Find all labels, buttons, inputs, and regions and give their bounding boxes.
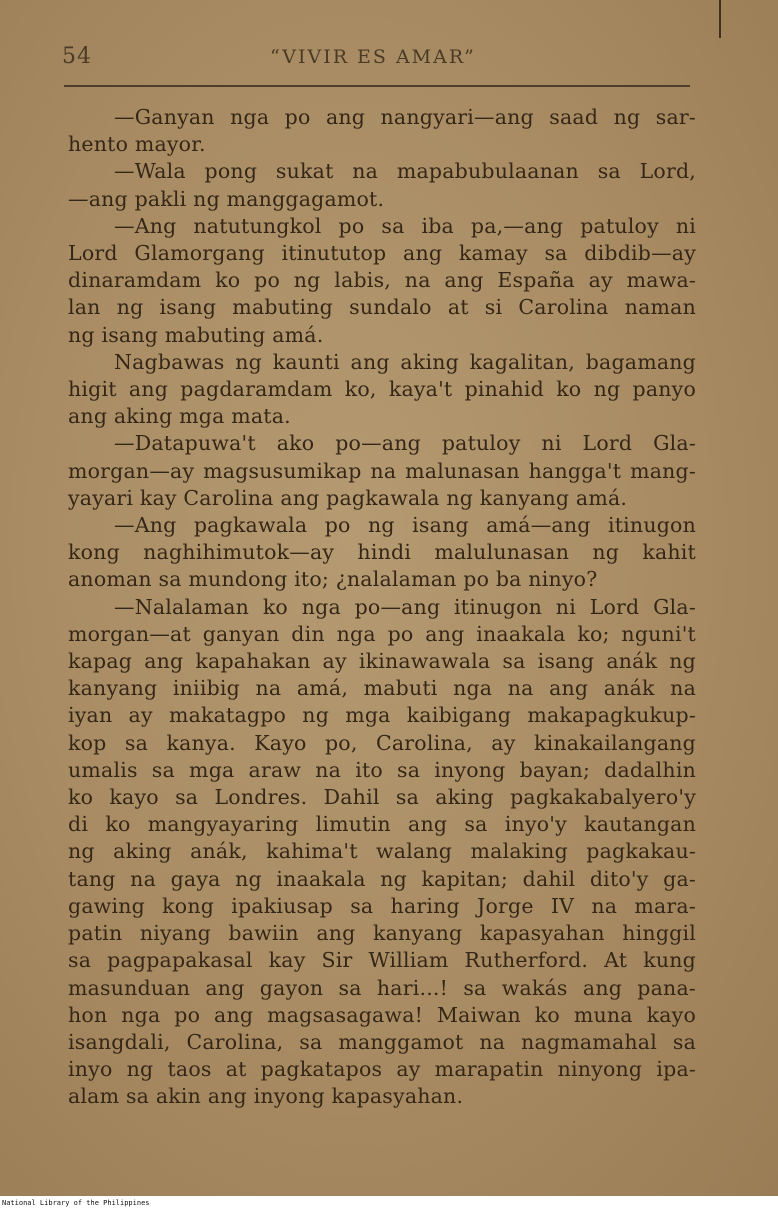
header-rule (64, 85, 690, 87)
text-line: —Ang natutungkol po sa iba pa,—ang patuloy ni (114, 213, 696, 238)
library-credit: National Library of the Philippines (2, 1199, 150, 1207)
text-line: —ang pakli ng manggagamot. (68, 186, 385, 211)
text-line: kapag ang kapahakan ay ikinawawala sa isang anák ng (68, 649, 696, 674)
text-line: isangdali, Carolina, sa manggamot na nagmamahal sa (68, 1029, 696, 1054)
text-line: ng isang mabuting amá. (68, 322, 324, 347)
text-line: kong naghihimutok—ay hindi malulunasan ng kahit (68, 540, 696, 565)
text-line: masunduan ang gayon sa hari...! sa wakás ang pana- (68, 975, 696, 1000)
text-line: di ko mangyayaring limutin ang sa inyo'y kautangan (68, 812, 696, 837)
text-line: sa pagpapakasal kay Sir William Rutherford. At kung (68, 948, 696, 973)
text-line: gawing kong ipakiusap sa haring Jorge IV na mara- (68, 893, 696, 918)
text-line: Lord Glamorgang itinututop ang kamay sa dibdib—ay (68, 241, 696, 266)
text-line: ko kayo sa Londres. Dahil sa aking pagkakabalyero'y (68, 785, 696, 810)
text-line: dinaramdam ko po ng labis, na ang España ay mawa- (68, 268, 696, 293)
text-line: —Datapuwa't ako po—ang patuloy ni Lord Gla- (114, 431, 696, 456)
text-line: ng aking anák, kahima't walang malaking pagkakau- (68, 839, 696, 864)
text-line: morgan—at ganyan din nga po ang inaakala ko; nguni't (68, 621, 696, 646)
text-line: ang aking mga mata. (68, 404, 291, 429)
text-line: hento mayor. (68, 132, 206, 157)
text-line: kanyang iniibig na amá, mabuti nga na ang anák na (68, 676, 696, 701)
text-line: kop sa kanya. Kayo po, Carolina, ay kinakailangang (68, 730, 696, 755)
body-text (68, 104, 696, 1111)
text-line: iyan ay makatagpo ng mga kaibigang makapagkukup- (68, 703, 696, 728)
text-line: higit ang pagdaramdam ko, kaya't pinahid ko ng panyo (68, 377, 696, 402)
text-line: yayari kay Carolina ang pagkawala ng kanyang amá. (68, 485, 628, 510)
running-title: “VIVIR ES AMAR” (270, 46, 476, 68)
text-line: Nagbawas ng kaunti ang aking kagalitan, bagamang (114, 349, 696, 374)
text-line: lan ng isang mabuting sundalo at si Carolina naman (68, 295, 696, 320)
text-line: hon nga po ang magsasagawa! Maiwan ko muna kayo (68, 1002, 696, 1027)
text-line: —Ganyan nga po ang nangyari—ang saad ng sar- (114, 105, 696, 129)
text-line: —Nalalaman ko nga po—ang itinugon ni Lord Gla- (114, 594, 696, 619)
text-line: inyo ng taos at pagkatapos ay marapatin ninyong ipa- (68, 1057, 696, 1082)
text-line: —Wala pong sukat na mapabubulaanan sa Lord, (114, 159, 696, 184)
text-line: morgan—ay magsusumikap na malunasan hangga't mang- (68, 458, 696, 483)
text-line: umalis sa mga araw na ito sa inyong bayan; dadalhin (68, 757, 696, 782)
text-line: anoman sa mundong ito; ¿nalalaman po ba ninyo? (68, 567, 598, 592)
binding-mark (719, 0, 721, 38)
text-line: —Ang pagkawala po ng isang amá—ang itinugon (114, 513, 696, 538)
page-number: 54 (62, 44, 92, 69)
text-line: tang na gaya ng inaakala ng kapitan; dahil dito'y ga- (68, 866, 696, 891)
text-line: alam sa akin ang inyong kapasyahan. (68, 1084, 464, 1109)
text-line: patin niyang bawiin ang kanyang kapasyahan hinggil (68, 921, 696, 946)
